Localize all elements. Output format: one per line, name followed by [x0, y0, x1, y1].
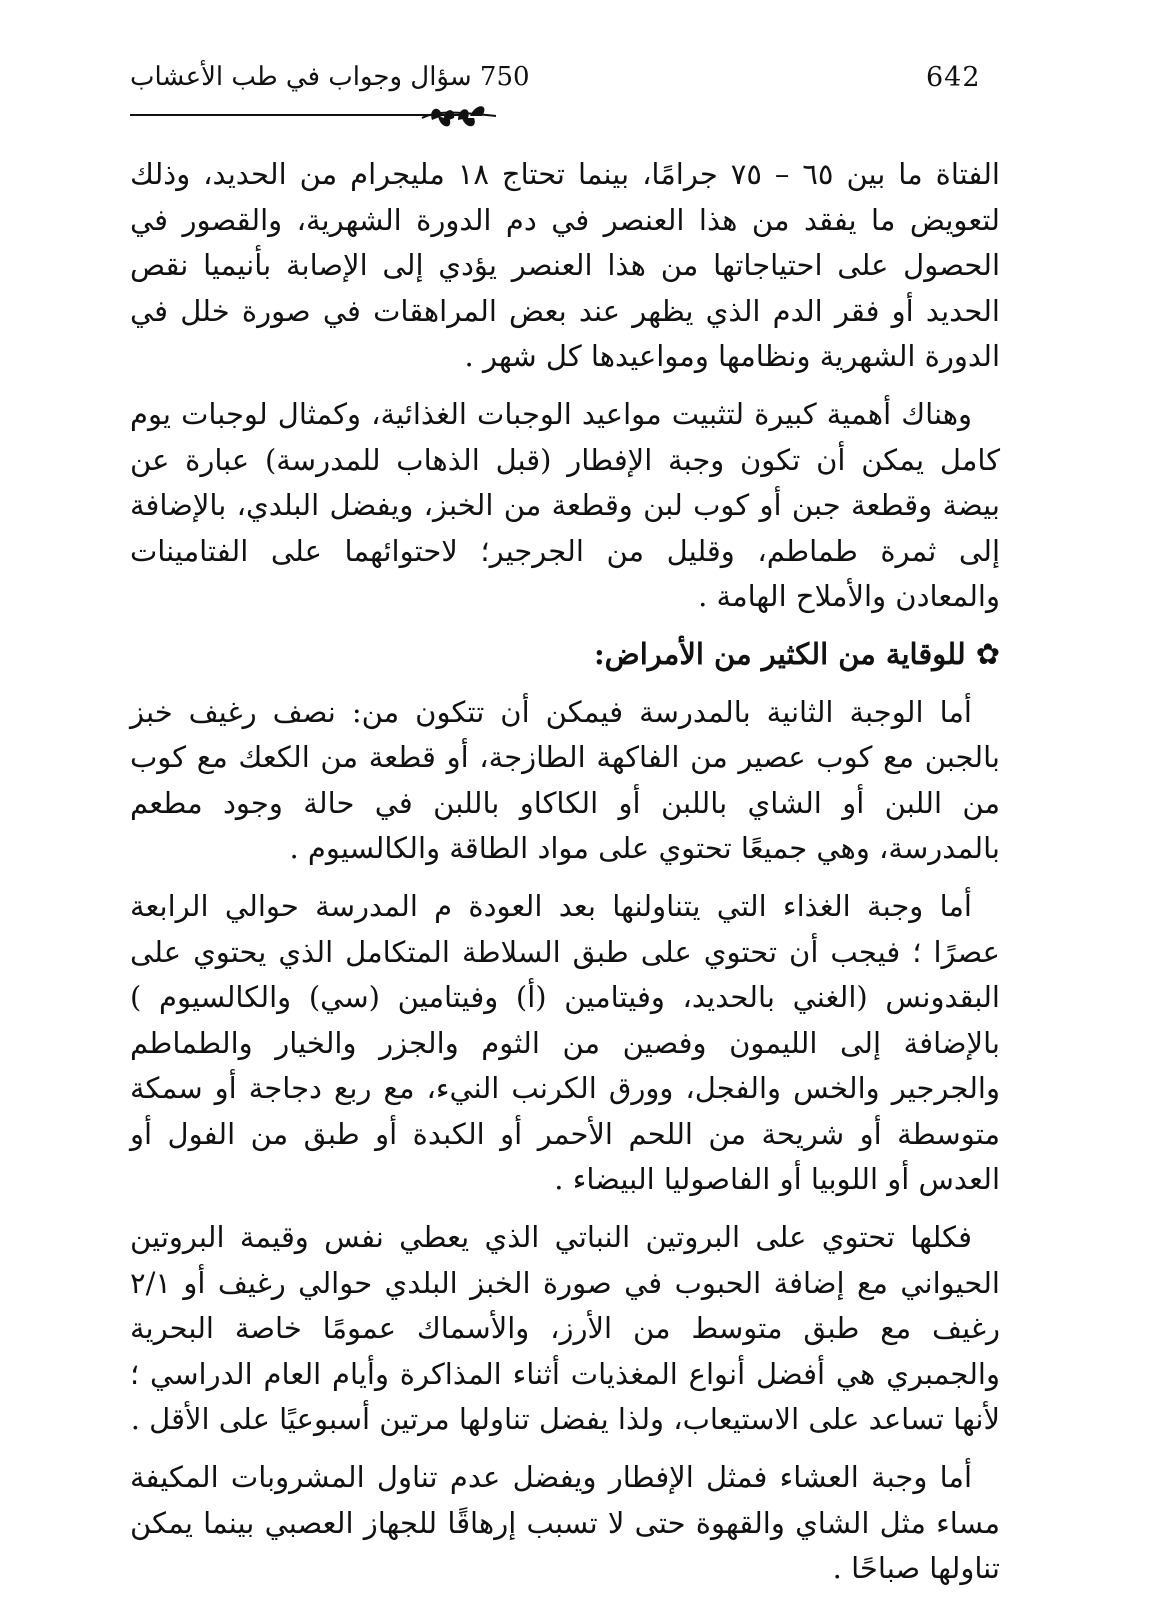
paragraph: وهناك أهمية كبيرة لتثبيت مواعيد الوجبات الغذائية، وكمثال لوجبات يوم كامل يمكن أن تكون وجبة الإفطار (قبل الذهاب للمدرسة) عبارة عن بيضة وقطعة جبن أو كوب لبن وقطعة من الخبز، ويفضل البلدي، بالإضافة إلى ثمرة طماطم، وقليل من الجرجير؛ لاحتوائهما على الفتامينات والمعادن والأملاح الهامة .: [130, 396, 1000, 614]
body-text: [130, 152, 1000, 1604]
paragraph: الفتاة ما بين ٦٥ – ٧٥ جرامًا، بينما تحتاج ١٨ مليجرام من الحديد، وذلك لتعويض ما يفقد من هذا العنصر في دم الدورة الشهرية، والقصور في الحصول على احتياجاتها من هذا العنصر يؤدي إلى الإصابة بأنيميا نقص الحديد أو فقر الدم الذي يظهر عند بعض المراهقات في صورة خلل في الدورة الشهرية ونظامها ومواعيدها كل شهر .: [130, 157, 1000, 374]
running-title: 750 سؤال وجواب في طب الأعشاب: [130, 62, 530, 92]
subheading-text: للوقاية من الكثير من الأمراض:: [593, 636, 966, 671]
flower-icon: ✿: [975, 636, 1000, 671]
leaf-ornament-icon: [418, 96, 498, 136]
paragraph: أما وجبة العشاء فمثل الإفطار ويفضل عدم تناول المشروبات المكيفة مساء مثل الشاي والقهوة حتى لا تسبب إرهاقًا للجهاز العصبي بينما يمكن تناولها صباحًا .: [130, 1460, 1000, 1586]
paragraph: أما الوجبة الثانية بالمدرسة فيمكن أن تتكون من: نصف رغيف خبز بالجبن مع كوب عصير من الفاكهة الطازجة، أو قطعة من الكعك مع كوب من اللبن أو الشاي باللبن أو الكاكاو باللبن في حالة وجود مطعم بالمدرسة، وهي جميعًا تحتوي على مواد الطاقة والكالسيوم .: [130, 694, 1000, 866]
page-number: 642: [926, 62, 981, 93]
header-rule: [130, 114, 460, 116]
section-subheading: [130, 632, 1000, 678]
paragraph: فكلها تحتوي على البروتين النباتي الذي يعطي نفس وقيمة البروتين الحيواني مع إضافة الحبوب في صورة الخبز البلدي حوالي رغيف أو ٢/١ رغيف مع طبق متوسط من الأرز، والأسماك عمومًا خاصة البحرية والجمبري هي أفضل أنواع المغذيات أثناء المذاكرة وأيام العام الدراسي ؛ لأنها تساعد على الاستيعاب، ولذا يفضل تناولها مرتين أسبوعيًا على الأقل .: [130, 1220, 1000, 1437]
page-header: [130, 62, 998, 102]
paragraph: أما وجبة الغذاء التي يتناولنها بعد العودة م المدرسة حوالي الرابعة عصرًا ؛ فيجب أن تحتوي على طبق السلاطة المتكامل الذي يحتوي على البقدونس (الغني بالحديد، وفيتامين (أ) وفيتامين (سي) والكالسيوم ) بالإضافة إلى الليمون وفصين من الثوم والجزر والخيار والطماطم والجرجير والخس والفجل، وورق الكرنب النيء، مع ربع دجاجة أو سمكة متوسطة أو شريحة من اللحم الأحمر أو الكبدة أو طبق من الفول أو العدس أو اللوبيا أو الفاصوليا البيضاء .: [130, 888, 1000, 1197]
